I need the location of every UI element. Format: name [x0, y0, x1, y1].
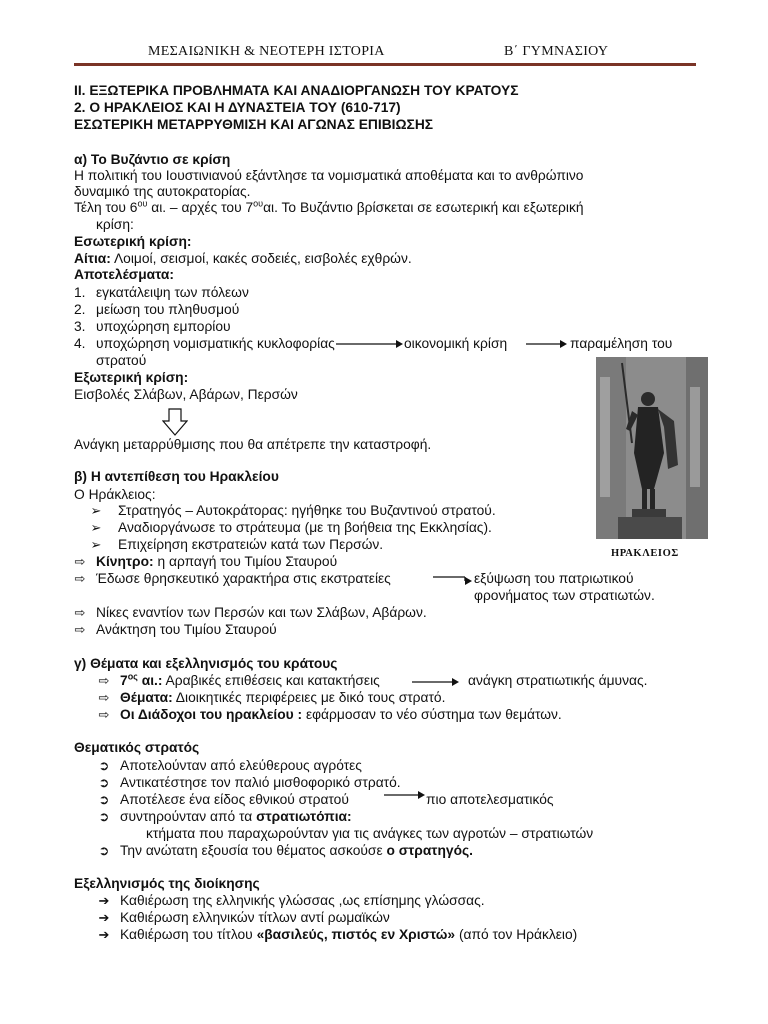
- header-rule: [74, 63, 696, 66]
- section-b-heading: β) Η αντεπίθεση του Ηρακλείου: [74, 469, 279, 484]
- motive-line: Κίνητρο: η αρπαγή του Τιμίου Σταυρού: [96, 554, 338, 569]
- hellenization-item: Καθιέρωση ελληνικών τίτλων αντί ρωμαϊκών: [120, 910, 390, 925]
- thematic-item-4-line2: κτήματα που παραχωρούνταν για τις ανάγκες των αγροτών – στρατιωτών: [146, 826, 594, 841]
- external-crisis-text: Εισβολές Σλάβων, Αβάρων, Περσών: [74, 387, 298, 402]
- section-a-p2-line1: Τέλη του $6^{o\upsilon}$ αι. – αρχές του $7^{o\upsilon}\alpha\iota$. Το Βυζάντιο βρίσκεται σε εσωτερική και εξωτερική: [74, 198, 584, 215]
- section-a-p1-line1: Η πολιτική του Ιουστινιανού εξάντλησε τα νομισματικά αποθέματα και το ανθρώπινο: [74, 168, 584, 183]
- heavy-arrow-bullet-icon: ➔: [98, 893, 110, 908]
- outline-arrow-bullet-icon: ⇨: [98, 707, 110, 722]
- result-num: 1.: [74, 285, 86, 300]
- heraclius-statue-photo: [596, 357, 708, 539]
- hellenization-item-3: Καθιέρωση του τίτλου «βασιλεύς, πιστός εν Χριστώ» (από τον Ηράκλειο): [120, 927, 578, 942]
- result-text: μείωση του πληθυσμού: [96, 302, 240, 317]
- circled-arrow-bullet-icon: ➲: [98, 775, 110, 790]
- outline-arrow-bullet-icon: ⇨: [74, 622, 86, 637]
- outline-arrow-bullet-icon: ⇨: [98, 690, 110, 705]
- results-heading: Αποτελέσματα:: [74, 267, 175, 282]
- arrow-right-icon: [410, 676, 460, 688]
- arrow-right-icon: [524, 339, 568, 349]
- section-b-item: Αναδιοργάνωσε το στράτευμα (με τη βοήθεια της Εκκλησίας).: [118, 520, 492, 535]
- result-4-part-b: οικονομική κρίση: [404, 336, 508, 351]
- religious-part-a: Έδωσε θρησκευτικό χαρακτήρα στις εκστρατείες: [96, 571, 391, 586]
- thematic-item-4: συντηρούνταν από τα στρατιωτόπια:: [120, 809, 352, 824]
- arrow-right-icon: [334, 339, 404, 349]
- circled-arrow-bullet-icon: ➲: [98, 758, 110, 773]
- heavy-arrow-bullet-icon: ➔: [98, 910, 110, 925]
- photo-caption: ΗΡΑΚΛΕΙΟΣ: [611, 548, 679, 559]
- circled-arrow-bullet-icon: ➲: [98, 792, 110, 807]
- outline-arrow-bullet-icon: ⇨: [74, 605, 86, 620]
- result-num: 2.: [74, 302, 86, 317]
- section-b-item: Στρατηγός – Αυτοκράτορας: ηγήθηκε του Βυζαντινού στρατού.: [118, 503, 496, 518]
- circled-arrow-bullet-icon: ➲: [98, 843, 110, 858]
- result-text: εγκατάλειψη των πόλεων: [96, 285, 249, 300]
- title-line-1: ΙΙ. ΕΞΩΤΕΡΙΚΑ ΠΡΟΒΛΗΜΑΤΑ ΚΑΙ ΑΝΑΔΙΟΡΓΑΝΩΣΗ ΤΟΥ ΚΡΑΤΟΥΣ: [74, 83, 519, 98]
- thematic-item-3-b: πιο αποτελεσματικός: [426, 792, 554, 807]
- section-c-item-2: Θέματα: Διοικητικές περιφέρειες με δικό τους στρατό.: [120, 690, 446, 705]
- internal-crisis-heading: Εσωτερική κρίση:: [74, 234, 192, 249]
- thematic-item: Αποτελούνταν από ελεύθερους αγρότες: [120, 758, 362, 773]
- statue-icon: [596, 357, 708, 539]
- outline-arrow-bullet-icon: ⇨: [74, 571, 86, 586]
- thematic-item: Αντικατέστησε τον παλιό μισθοφορικό στρατό.: [120, 775, 401, 790]
- arrow-right-icon: [382, 789, 426, 801]
- result-text: υποχώρηση εμπορίου: [96, 319, 231, 334]
- causes-line: Αίτια: Λοιμοί, σεισμοί, κακές σοδειές, εισβολές εχθρών.: [74, 251, 412, 266]
- section-b-intro: Ο Ηράκλειος:: [74, 487, 156, 502]
- arrowhead-bullet-icon: ➢: [90, 503, 102, 518]
- section-a-p2-line2: κρίση:: [96, 217, 134, 232]
- down-arrow-icon: [162, 408, 188, 436]
- result-4-line2: στρατού: [96, 353, 147, 368]
- result-4-part-a: υποχώρηση νομισματικής κυκλοφορίας: [96, 336, 335, 351]
- outline-arrow-bullet-icon: ⇨: [98, 673, 110, 688]
- section-a-p1-line2: δυναμικό της αυτοκρατορίας.: [74, 184, 251, 199]
- religious-line2: φρονήματος των στρατιωτών.: [474, 588, 655, 603]
- section-b-item: Επιχείρηση εκστρατειών κατά των Περσών.: [118, 537, 384, 552]
- header-right: Β΄ ΓΥΜΝΑΣΙΟΥ: [504, 44, 609, 59]
- religious-part-b: εξύψωση του πατριωτικού: [474, 571, 634, 586]
- header-left: ΜΕΣΑΙΩΝΙΚΗ & ΝΕΟΤΕΡΗ ΙΣΤΟΡΙΑ: [148, 44, 385, 59]
- title-line-3: ΕΣΩΤΕΡΙΚΗ ΜΕΤΑΡΡΥΘΜΙΣΗ ΚΑΙ ΑΓΩΝΑΣ ΕΠΙΒΙΩΣΗΣ: [74, 117, 434, 132]
- section-c-heading: γ) Θέματα και εξελληνισμός του κράτους: [74, 656, 338, 671]
- recovery: Ανάκτηση του Τιμίου Σταυρού: [96, 622, 277, 637]
- arrowhead-bullet-icon: ➢: [90, 537, 102, 552]
- victories: Νίκες εναντίον των Περσών και των Σλάβων, Αβάρων.: [96, 605, 427, 620]
- external-crisis-heading: Εξωτερική κρίση:: [74, 370, 189, 385]
- need-for-reform: Ανάγκη μεταρρύθμισης που θα απέτρεπε την καταστροφή.: [74, 437, 432, 452]
- circled-arrow-bullet-icon: ➲: [98, 809, 110, 824]
- section-c-item-3: Οι Διάδοχοι του ηρακλείου : εφάρμοσαν το νέο σύστημα των θεμάτων.: [120, 707, 562, 722]
- heavy-arrow-bullet-icon: ➔: [98, 927, 110, 942]
- section-a-heading: α) Το Βυζάντιο σε κρίση: [74, 152, 231, 167]
- result-4-part-c: παραμέληση του: [570, 336, 673, 351]
- result-num: 3.: [74, 319, 86, 334]
- outline-arrow-bullet-icon: ⇨: [74, 554, 86, 569]
- hellenization-item: Καθιέρωση της ελληνικής γλώσσας ,ως επίσημης γλώσσας.: [120, 893, 485, 908]
- result-num: 4.: [74, 336, 86, 351]
- section-c-item-1-b: ανάγκη στρατιωτικής άμυνας.: [468, 673, 648, 688]
- thematic-item-5: Την ανώτατη εξουσία του θέματος ασκούσε ο στρατηγός.: [120, 843, 474, 858]
- hellenization-heading: Εξελληνισμός της διοίκησης: [74, 876, 260, 891]
- section-c-item-1: $7^{o\varsigma}$ αι.: Αραβικές επιθέσεις και κατακτήσεις: [120, 671, 380, 688]
- arrow-right-icon: [431, 574, 473, 588]
- thematic-item-3-a: Αποτέλεσε ένα είδος εθνικού στρατού: [120, 792, 349, 807]
- arrowhead-bullet-icon: ➢: [90, 520, 102, 535]
- title-line-2: 2. Ο ΗΡΑΚΛΕΙΟΣ ΚΑΙ Η ΔΥΝΑΣΤΕΙΑ ΤΟΥ (610-717): [74, 100, 401, 115]
- thematic-army-heading: Θεματικός στρατός: [74, 740, 200, 755]
